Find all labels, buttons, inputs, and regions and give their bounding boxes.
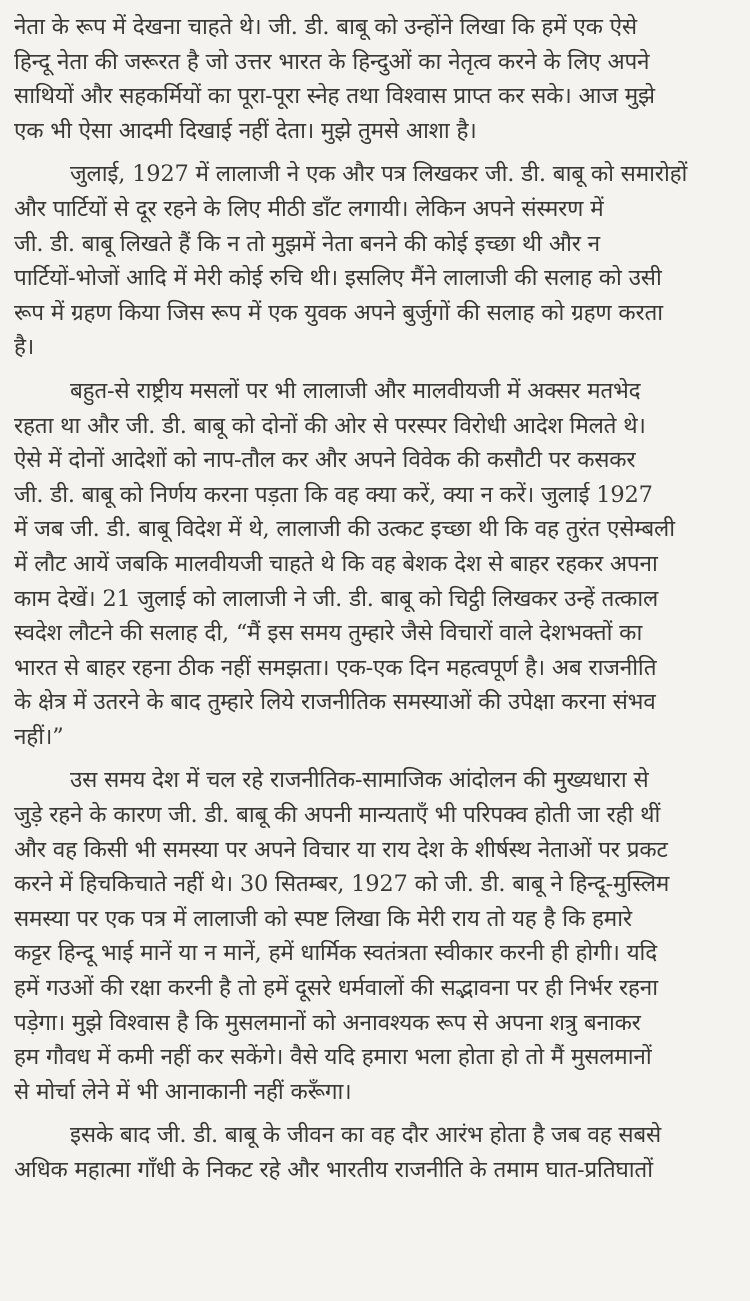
text-line: उस समय देश में चल रहे राजनीतिक-सामाजिक आंदोलन की मुख्यधारा से (70, 767, 649, 794)
text-line: हम गौवध में कमी नहीं कर सकेंगे। वैसे यदि हमारा भला होता हो तो मैं मुसलमानों (14, 1044, 652, 1071)
paragraph (14, 10, 742, 148)
text-line: हिन्दू नेता की जरूरत है जो उत्तर भारत के हिन्दुओं का नेतृत्व करने के लिए अपने (14, 48, 650, 75)
text-line: नहीं।” (14, 723, 64, 750)
text-line: पार्टियों-भोजों आदि में मेरी कोई रुचि थी। इसलिए मैंने लालाजी की सलाह को उसी (14, 265, 662, 292)
text-line: है। (14, 334, 35, 361)
text-line: कट्टर हिन्दू भाई मानें या न मानें, हमें धार्मिक स्वतंत्रता स्वीकार करनी ही होगी। यदि (14, 940, 658, 967)
body-text (14, 10, 742, 1188)
text-line: जुलाई, 1927 में लालाजी ने एक और पत्र लिखकर जी. डी. बाबू को समारोहों (70, 161, 688, 188)
text-line: जुड़े रहने के कारण जी. डी. बाबू की अपनी मान्यताएँ भी परिपक्व होती जा रही थीं (14, 802, 661, 829)
text-line: करने में हिचकिचाते नहीं थे। 30 सितम्बर, 1927 को जी. डी. बाबू ने हिन्दू-मुस्लिम (14, 871, 670, 898)
text-line: जी. डी. बाबू को निर्णय करना पड़ता कि वह क्या करें, क्या न करें। जुलाई 1927 (14, 481, 653, 508)
paragraph (14, 374, 742, 755)
text-line: भारत से बाहर रहना ठीक नहीं समझता। एक-एक दिन महत्वपूर्ण है। अब राजनीति (14, 654, 657, 681)
text-line: एक भी ऐसा आदमी दिखाई नहीं देता। मुझे तुमसे आशा है। (14, 117, 477, 144)
paragraph (14, 157, 742, 365)
text-line: से मोर्चा लेने में भी आनाकानी नहीं करूँगा। (14, 1078, 352, 1105)
text-line: में लौट आयें जबकि मालवीयजी चाहते थे कि वह बेशक देश से बाहर रहकर अपना (14, 550, 658, 577)
text-line: बहुत-से राष्ट्रीय मसलों पर भी लालाजी और मालवीयजी में अक्सर मतभेद (70, 377, 641, 404)
text-line: हमें गउओं की रक्षा करनी है तो हमें दूसरे धर्मवालों की सद्भावना पर ही निर्भर रहना (14, 975, 658, 1002)
text-line: रहता था और जी. डी. बाबू को दोनों की ओर से परस्पर विरोधी आदेश मिलते थे। (14, 412, 646, 439)
paragraph (14, 763, 742, 1109)
text-line: और वह किसी भी समस्या पर अपने विचार या राय देश के शीर्षस्थ नेताओं पर प्रकट (14, 836, 668, 863)
text-line: रूप में ग्रहण किया जिस रूप में एक युवक अपने बुर्जुगों की सलाह को ग्रहण करता (14, 299, 663, 326)
text-line: अधिक महात्मा गाँधी के निकट रहे और भारतीय राजनीति के तमाम घात-प्रतिघातों (14, 1157, 653, 1183)
paragraph (14, 1118, 742, 1187)
text-line: पड़ेगा। मुझे विश्वास है कि मुसलमानों को अनावश्यक रूप से अपना शत्रु बनाकर (14, 1009, 641, 1036)
text-line: काम देखें। 21 जुलाई को लालाजी ने जी. डी. बाबू को चिट्ठी लिखकर उन्हें तत्काल (14, 585, 659, 612)
text-line: जी. डी. बाबू लिखते हैं कि न तो मुझमें नेता बनने की कोई इच्छा थी और न (14, 230, 600, 257)
text-line: स्वदेश लौटने की सलाह दी, “मैं इस समय तुम्हारे जैसे विचारों वाले देशभक्तों का (14, 620, 643, 647)
text-line: नेता के रूप में देखना चाहते थे। जी. डी. बाबू को उन्होंने लिखा कि हमें एक ऐसे (14, 14, 637, 40)
text-line: में जब जी. डी. बाबू विदेश में थे, लालाजी की उत्कट इच्छा थी कि वह तुरंत एसेम्बली (14, 516, 675, 543)
text-line: इसके बाद जी. डी. बाबू के जीवन का वह दौर आरंभ होता है जब वह सबसे (70, 1122, 662, 1149)
text-line: साथियों और सहकर्मियों का पूरा-पूरा स्नेह तथा विश्वास प्राप्त कर सके। आज मुझे (14, 83, 655, 110)
text-line: के क्षेत्र में उतरने के बाद तुम्हारे लिये राजनीतिक समस्याओं की उपेक्षा करना संभव (14, 689, 656, 716)
text-line: और पार्टियों से दूर रहने के लिए मीठी डाँट लगायी। लेकिन अपने संस्मरण में (14, 195, 604, 222)
text-line: समस्या पर एक पत्र में लालाजी को स्पष्ट लिखा कि मेरी राय तो यह है कि हमारे (14, 905, 632, 932)
text-line: ऐसे में दोनों आदेशों को नाप-तौल कर और अपने विवेक की कसौटी पर कसकर (14, 447, 636, 474)
